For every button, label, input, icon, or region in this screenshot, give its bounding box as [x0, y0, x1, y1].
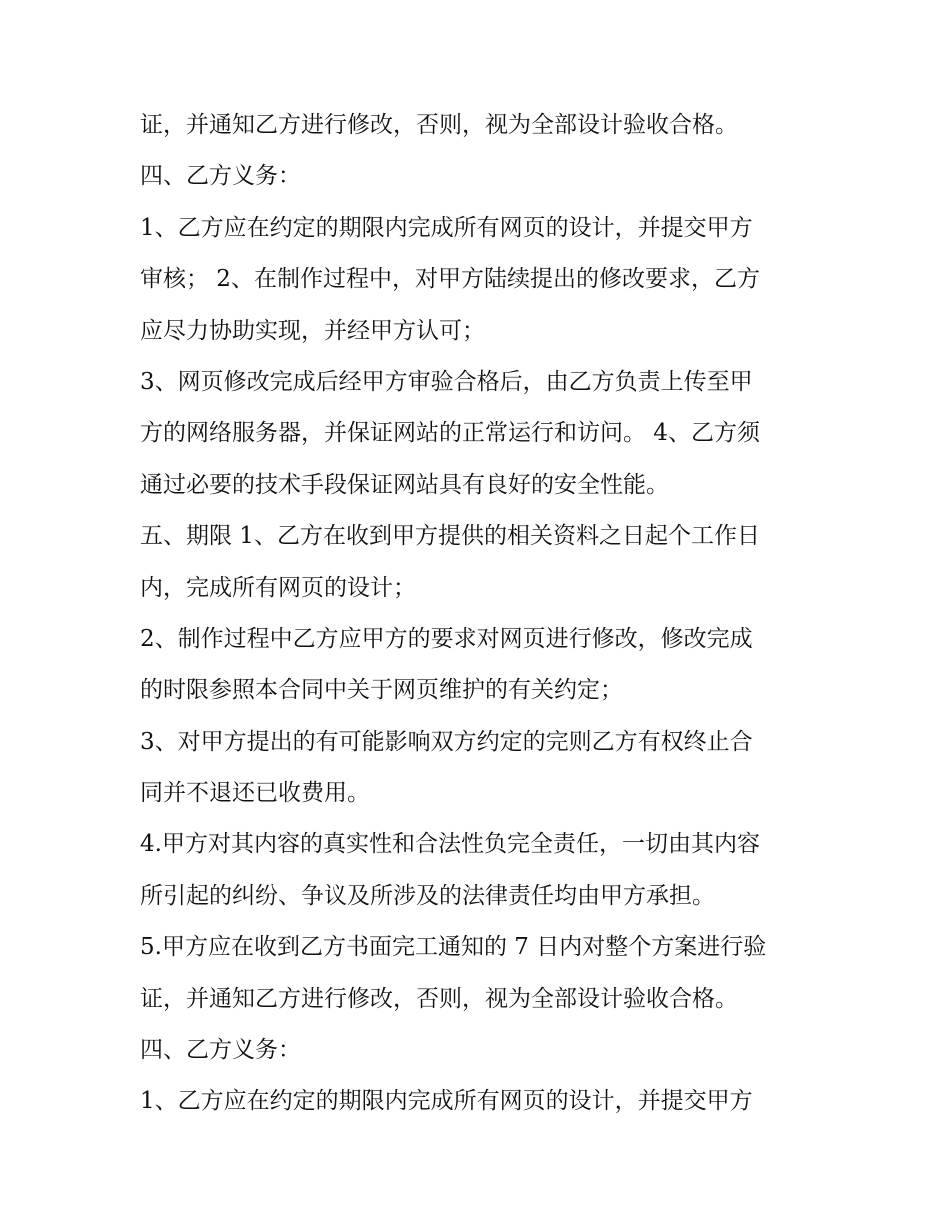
section-heading: 四、乙方义务：: [140, 1037, 301, 1064]
text-line: 证，并通知乙方进行修改，否则，视为全部设计验收合格。: [140, 985, 738, 1012]
text-line: 所引起的纠纷、争议及所涉及的法律责任均由甲方承担。: [140, 882, 715, 909]
text-line: 同并不退还已收费用。: [140, 780, 370, 807]
text-line: 3、网页修改完成后经甲方审验合格后，由乙方负责上传至甲: [140, 368, 753, 395]
text-line: 的时限参照本合同中关于网页维护的有关约定；: [140, 677, 623, 704]
section-heading: 五、期限 1、乙方在收到甲方提供的相关资料之日起个工作日: [140, 523, 760, 550]
document-body: [140, 100, 830, 1128]
text-line: 2、制作过程中乙方应甲方的要求对网页进行修改，修改完成: [140, 625, 753, 652]
text-line: 4.甲方对其内容的真实性和合法性负完全责任，一切由其内容: [140, 831, 760, 858]
text-line: 方的网络服务器，并保证网站的正常运行和访问。 4、乙方须: [140, 420, 760, 447]
text-line: 1、乙方应在约定的期限内完成所有网页的设计，并提交甲方: [140, 1088, 753, 1115]
text-line: 审核； 2、在制作过程中，对甲方陆续提出的修改要求，乙方: [140, 266, 760, 293]
text-line: 3、对甲方提出的有可能影响双方约定的完则乙方有权终止合: [140, 728, 753, 755]
text-line: 内，完成所有网页的设计；: [140, 574, 416, 601]
text-line: 通过必要的技术手段保证网站具有良好的安全性能。: [140, 471, 669, 498]
text-line: 证，并通知乙方进行修改，否则，视为全部设计验收合格。: [140, 112, 738, 138]
text-line: 5.甲方应在收到乙方书面完工通知的 7 日内对整个方案进行验: [140, 934, 767, 961]
text-line: 应尽力协助实现，并经甲方认可；: [140, 317, 485, 344]
section-heading: 四、乙方义务：: [140, 163, 301, 190]
text-line: 1、乙方应在约定的期限内完成所有网页的设计，并提交甲方: [140, 214, 753, 241]
